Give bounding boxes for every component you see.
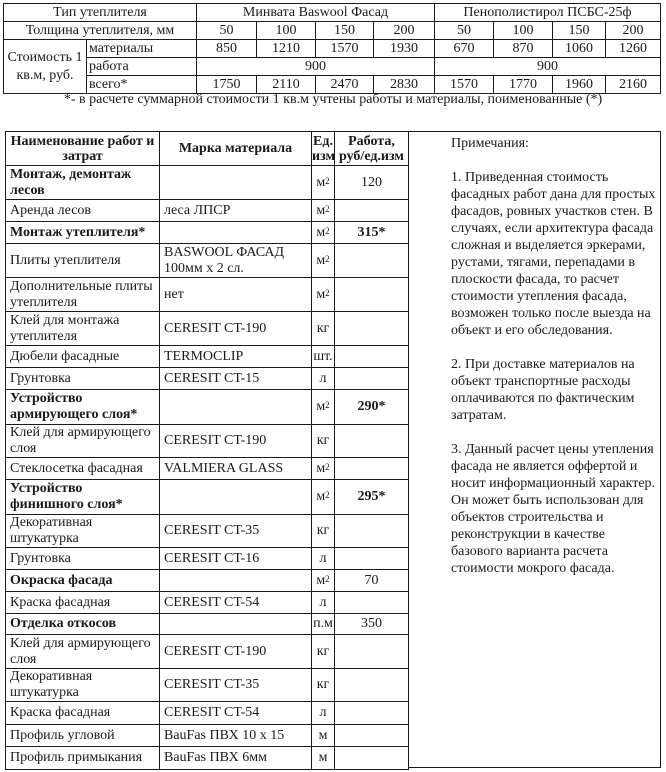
thickness-cell: 150 <box>553 22 606 40</box>
unit-superscript: 2 <box>325 490 330 500</box>
unit-text: м <box>316 460 326 476</box>
total-cell: 1570 <box>435 76 494 94</box>
price-cell: 295* <box>335 480 409 515</box>
work-name-cell: Профиль угловой <box>6 725 160 747</box>
material-brand-cell: BauFas ПВХ 6мм <box>160 747 312 770</box>
table-row <box>6 480 409 515</box>
total-label: всего* <box>87 76 197 94</box>
unit-cell <box>312 346 335 368</box>
unit-text: л <box>319 550 327 566</box>
price-cell <box>335 702 409 725</box>
material-brand-cell: CERESIT CT-54 <box>160 702 312 725</box>
unit-text: кг <box>316 320 330 336</box>
material-brand-cell: VALMIERA GLASS <box>160 458 312 480</box>
header-price: Работа, руб/ед.изм <box>335 132 409 166</box>
work-name-cell: Отделка откосов <box>6 614 160 635</box>
unit-text: м <box>316 224 326 240</box>
material-brand-cell: TERMOCLIP <box>160 346 312 368</box>
unit-cell <box>312 480 335 515</box>
work-name-cell: Декоративная штукатурка <box>6 669 160 702</box>
unit-superscript: 2 <box>325 287 330 298</box>
work-name-cell: Профиль примыкания <box>6 747 160 770</box>
unit-text: м <box>316 572 326 588</box>
table-row <box>6 425 409 458</box>
material-brand-cell: нет <box>160 278 312 312</box>
unit-text: кг <box>316 677 330 692</box>
unit-text: м <box>316 252 326 268</box>
unit-cell <box>312 515 335 548</box>
table-row <box>6 702 409 725</box>
total-cell: 1750 <box>197 76 257 94</box>
unit-text: м <box>318 727 328 743</box>
price-cell <box>335 548 409 570</box>
material-brand-cell: CERESIT CT-15 <box>160 368 312 390</box>
note-item: 1. Приведенная стоимость фасадных работ дана для простых фасадов, ровных участков стен. В случаях, если архитектура фасада сложная и выделяется эркерами, рустами, тягами, перепадами в плоскости фасада, то расчет стоимости утепления фасада, возможен только после выезда на объект и его обследования. <box>451 170 656 338</box>
unit-text: п.м <box>313 616 333 631</box>
note-item: 3. Данный расчет цены утепления фасада не является оффертой и носит информационный характер. Он может быть использован для объектов строительства и реконструкции в качестве базового варианта расчета стоимости мокрого фасада. <box>451 442 656 576</box>
unit-text: шт. <box>313 348 333 364</box>
table-row <box>6 346 409 368</box>
unit-cell <box>312 725 335 747</box>
work-name-cell: Монтаж утеплителя* <box>6 222 160 244</box>
material-brand-cell: CERESIT CT-35 <box>160 515 312 548</box>
table-row <box>6 570 409 592</box>
table-row <box>6 222 409 244</box>
total-cell: 1770 <box>494 76 553 94</box>
price-cell <box>335 635 409 669</box>
footnote: *- в расчете суммарной стоимости 1 кв.м учтены работы и материалы, поименованные (*) <box>63 92 603 107</box>
work-name-cell: Стеклосетка фасадная <box>6 458 160 480</box>
unit-cell <box>312 458 335 480</box>
materials-cell: 1930 <box>374 40 435 58</box>
thickness-cell: 50 <box>197 22 257 40</box>
work-name-cell: Монтаж, демонтаж лесов <box>6 166 160 200</box>
unit-cell <box>312 312 335 346</box>
unit-text: м <box>316 489 326 504</box>
price-cell: 290* <box>335 390 409 425</box>
thickness-cell: 150 <box>316 22 374 40</box>
insulation-type-label: Тип утеплителя <box>4 4 197 22</box>
unit-cell <box>312 278 335 312</box>
unit-text: м <box>316 174 326 190</box>
unit-superscript: 2 <box>325 203 330 214</box>
work-row <box>4 58 661 76</box>
work-name-cell: Декоративная штукатурка <box>6 515 160 548</box>
unit-cell <box>312 244 335 278</box>
table-row <box>6 725 409 747</box>
work-name-cell: Клей для армирующего слоя <box>6 425 160 458</box>
unit-cell <box>312 702 335 725</box>
unit-cell <box>312 570 335 592</box>
thickness-label: Толщина утеплителя, мм <box>4 22 197 40</box>
thickness-cell: 100 <box>494 22 553 40</box>
unit-cell <box>312 166 335 200</box>
unit-text: м <box>318 750 328 765</box>
price-cell <box>335 244 409 278</box>
price-cell <box>335 425 409 458</box>
price-cell: 350 <box>335 614 409 635</box>
work-cost-polystyrene: 900 <box>435 58 661 76</box>
work-name-cell: Устройство армирующего слоя* <box>6 390 160 425</box>
price-cell <box>335 312 409 346</box>
table-row <box>6 747 409 770</box>
total-cell: 2830 <box>374 76 435 94</box>
unit-cell <box>312 614 335 635</box>
table-row <box>6 390 409 425</box>
price-cell: 315* <box>335 222 409 244</box>
material-brand-cell <box>160 614 312 635</box>
material-brand-cell: CERESIT CT-190 <box>160 635 312 669</box>
table-row <box>6 669 409 702</box>
header-work-name: Наименование работ и затрат <box>6 132 160 166</box>
unit-cell <box>312 200 335 222</box>
header-unit: Ед. изм <box>312 133 336 164</box>
unit-cell <box>312 747 335 770</box>
unit-cell <box>312 425 335 458</box>
material-brand-cell: CERESIT CT-190 <box>160 425 312 458</box>
price-cell <box>335 368 409 390</box>
group-name-mineral-wool: Минвата Baswool Фасад <box>197 4 435 22</box>
materials-row <box>4 40 661 58</box>
thickness-cell: 50 <box>435 22 494 40</box>
unit-text: кг <box>316 433 330 448</box>
price-cell <box>335 346 409 368</box>
material-brand-cell <box>160 222 312 244</box>
total-cell: 2470 <box>316 76 374 94</box>
material-brand-cell: CERESIT CT-35 <box>160 669 312 702</box>
table-row <box>6 548 409 570</box>
materials-cell: 670 <box>435 40 494 58</box>
notes-title: Примечания: <box>451 136 529 151</box>
total-cell: 2110 <box>257 76 316 94</box>
material-brand-cell: CERESIT CT-190 <box>160 312 312 346</box>
unit-text: л <box>319 370 327 386</box>
total-cell: 1960 <box>553 76 606 94</box>
thickness-cell: 100 <box>257 22 316 40</box>
unit-cell <box>312 548 335 570</box>
work-name-cell: Плиты утеплителя <box>6 244 160 278</box>
note-item: 2. При доставке материалов на объект транспортные расходы оплачиваются по фактическим затратам. <box>451 357 635 423</box>
material-brand-cell <box>160 390 312 425</box>
thickness-cell: 200 <box>606 22 661 40</box>
material-brand-cell: леса ЛПСР <box>160 200 312 222</box>
unit-cell <box>312 669 335 702</box>
work-name-cell: Краска фасадная <box>6 702 160 725</box>
unit-text: л <box>319 705 327 720</box>
thickness-row <box>4 22 661 40</box>
table-row <box>6 515 409 548</box>
price-cell: 70 <box>335 570 409 592</box>
unit-text: кг <box>316 643 330 659</box>
price-cell <box>335 200 409 222</box>
unit-superscript: 2 <box>325 573 330 584</box>
work-label: работа <box>87 58 197 76</box>
table-row <box>6 458 409 480</box>
materials-cell: 870 <box>494 40 553 58</box>
header-material-brand: Марка материала <box>160 132 312 166</box>
price-cell <box>335 747 409 770</box>
unit-superscript: 2 <box>325 461 330 472</box>
work-name-cell: Клей для монтажа утеплителя <box>6 312 160 346</box>
materials-cell: 1210 <box>257 40 316 58</box>
materials-label: материалы <box>87 40 197 58</box>
cost-per-sqm-label: Стоимость 1 кв.м, руб. <box>4 40 87 94</box>
work-name-cell: Грунтовка <box>6 548 160 570</box>
total-cell: 2160 <box>606 76 661 94</box>
unit-superscript: 2 <box>325 175 330 186</box>
unit-cell <box>312 635 335 669</box>
material-brand-cell: BauFas ПВХ 10 х 15 <box>160 725 312 747</box>
price-cell <box>335 278 409 312</box>
unit-cell <box>312 368 335 390</box>
work-name-cell: Краска фасадная <box>6 592 160 614</box>
work-cost-mineral-wool: 900 <box>197 58 435 76</box>
table-row <box>6 166 409 200</box>
price-cell <box>335 515 409 548</box>
works-table <box>5 131 409 770</box>
price-cell <box>335 725 409 747</box>
insulation-type-row <box>4 4 661 22</box>
table-row <box>6 635 409 669</box>
price-cell <box>335 669 409 702</box>
unit-superscript: 2 <box>325 225 330 236</box>
materials-cell: 1570 <box>316 40 374 58</box>
unit-text: м <box>316 399 326 414</box>
works-table-header <box>6 132 409 166</box>
price-cell <box>335 458 409 480</box>
group-name-polystyrene: Пенополистирол ПСБС-25ф <box>435 4 661 22</box>
unit-text: м <box>316 286 326 302</box>
unit-cell <box>312 592 335 614</box>
table-row <box>6 614 409 635</box>
materials-cell: 850 <box>197 40 257 58</box>
unit-superscript: 2 <box>325 400 330 410</box>
material-brand-cell: CERESIT CT-54 <box>160 592 312 614</box>
table-row <box>6 312 409 346</box>
work-name-cell: Окраска фасада <box>6 570 160 592</box>
work-name-cell: Дополнительные плиты утеплителя <box>6 278 160 312</box>
unit-text: м <box>316 202 326 218</box>
work-name-cell: Аренда лесов <box>6 200 160 222</box>
price-cell <box>335 592 409 614</box>
table-row <box>6 278 409 312</box>
unit-text: кг <box>316 523 330 538</box>
works-table-body <box>6 166 409 770</box>
work-name-cell: Грунтовка <box>6 368 160 390</box>
work-name-cell: Устройство финишного слоя* <box>6 480 160 515</box>
unit-cell <box>312 390 335 425</box>
material-brand-cell <box>160 570 312 592</box>
table-row <box>6 592 409 614</box>
work-name-cell: Клей для армирующего слоя <box>6 635 160 669</box>
unit-superscript: 2 <box>325 253 330 264</box>
material-brand-cell <box>160 480 312 515</box>
material-brand-cell: CERESIT CT-16 <box>160 548 312 570</box>
thickness-cell: 200 <box>374 22 435 40</box>
work-name-cell: Дюбели фасадные <box>6 346 160 368</box>
unit-cell <box>312 222 335 244</box>
table-row <box>6 200 409 222</box>
price-cell: 120 <box>335 166 409 200</box>
materials-cell: 1260 <box>606 40 661 58</box>
table-row <box>6 244 409 278</box>
notes-panel <box>408 131 661 768</box>
unit-text: л <box>319 594 327 610</box>
material-brand-cell <box>160 166 312 200</box>
material-brand-cell: BASWOOL ФАСАД 100мм х 2 сл. <box>160 244 312 278</box>
materials-cell: 1060 <box>553 40 606 58</box>
table-row <box>6 368 409 390</box>
summary-cost-table <box>3 3 661 94</box>
